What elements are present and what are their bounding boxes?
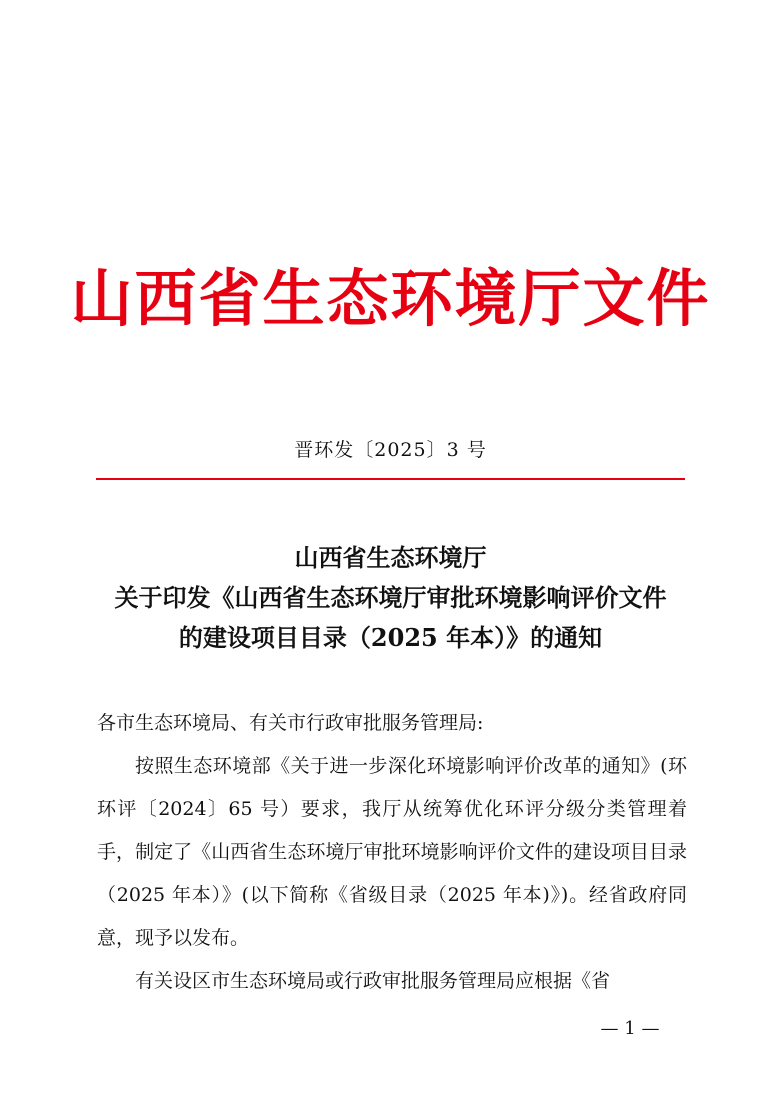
salutation: 各市生态环境局、有关市行政审批服务管理局: bbox=[97, 712, 484, 734]
body-paragraph-1: 按照生态环境部《关于进一步深化环境影响评价改革的通知》(环环评〔2024〕65 号）要求，我厅从统筹优化环评分级分类管理着手，制定了《山西省生态环境厅审批环境影响评价文件的建设项目目录（2025 年本）》(以下简称《省级目录（2025 年本)》)。经省政府同意，现予以发布。 bbox=[97, 755, 687, 949]
notice-body bbox=[97, 702, 687, 1003]
title-line-3: 的建设项目目录（2025 年本）》的通知 bbox=[178, 623, 603, 652]
red-separator-line bbox=[96, 478, 685, 480]
title-line-1: 山西省生态环境厅 bbox=[294, 543, 487, 572]
body-paragraph-2: 有关设区市生态环境局或行政审批服务管理局应根据《省 bbox=[135, 970, 611, 992]
title-line-2: 关于印发《山西省生态环境厅审批环境影响评价文件 bbox=[114, 583, 667, 612]
notice-title bbox=[60, 538, 721, 658]
masthead-title: 山西省生态环境厅文件 bbox=[70, 262, 711, 335]
document-number: 晋环发〔2025〕3 号 bbox=[294, 439, 487, 461]
page-number: — 1 — bbox=[600, 1018, 660, 1039]
